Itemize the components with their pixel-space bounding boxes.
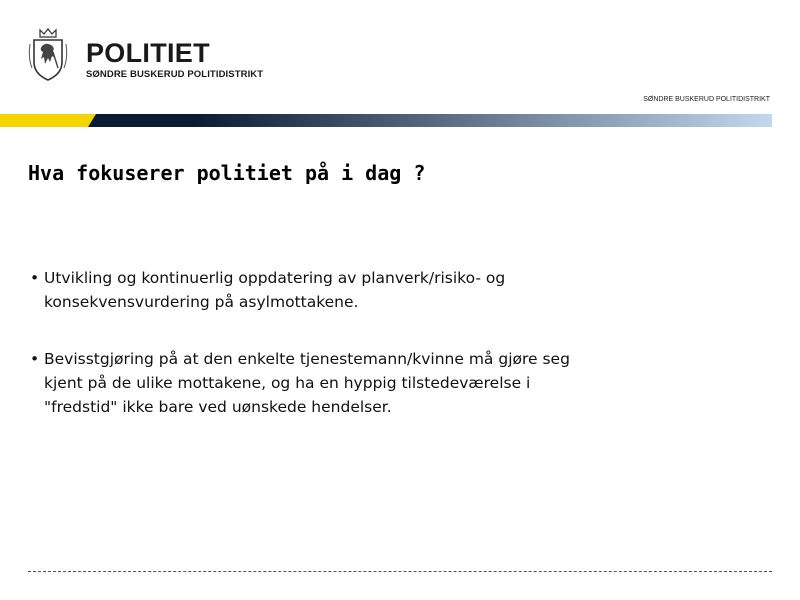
bullet-item [28,347,768,419]
bullet-line: "fredstid" ikke bare ved uønskede hendelser. [44,398,392,416]
logo [86,40,263,80]
norwegian-lion-crest-icon [28,28,68,82]
bullet-item [28,266,768,314]
bullet-list [28,266,768,452]
bullet-line: Bevisstgjøring på at den enkelte tjenestemann/kvinne må gjøre seg [44,350,570,368]
header-color-band [0,114,772,127]
bullet-marker: • [30,269,40,287]
header-district-label: SØNDRE BUSKERUD POLITIDISTRIKT [643,96,770,103]
bullet-marker: • [30,350,40,368]
slide-title: Hva fokuserer politiet på i dag ? [28,161,426,185]
bullet-line: kjent på de ulike mottakene, og ha en hyppig tilstedeværelse i [44,374,531,392]
bullet-line: Utvikling og kontinuerlig oppdatering av planverk/risiko- og [44,269,506,287]
bullet-line: konsekvensvurdering på asylmottakene. [44,293,359,311]
footer-divider [28,571,772,572]
logo-name: POLITIET [86,38,210,68]
logo-district: SØNDRE BUSKERUD POLITIDISTRIKT [86,69,264,80]
